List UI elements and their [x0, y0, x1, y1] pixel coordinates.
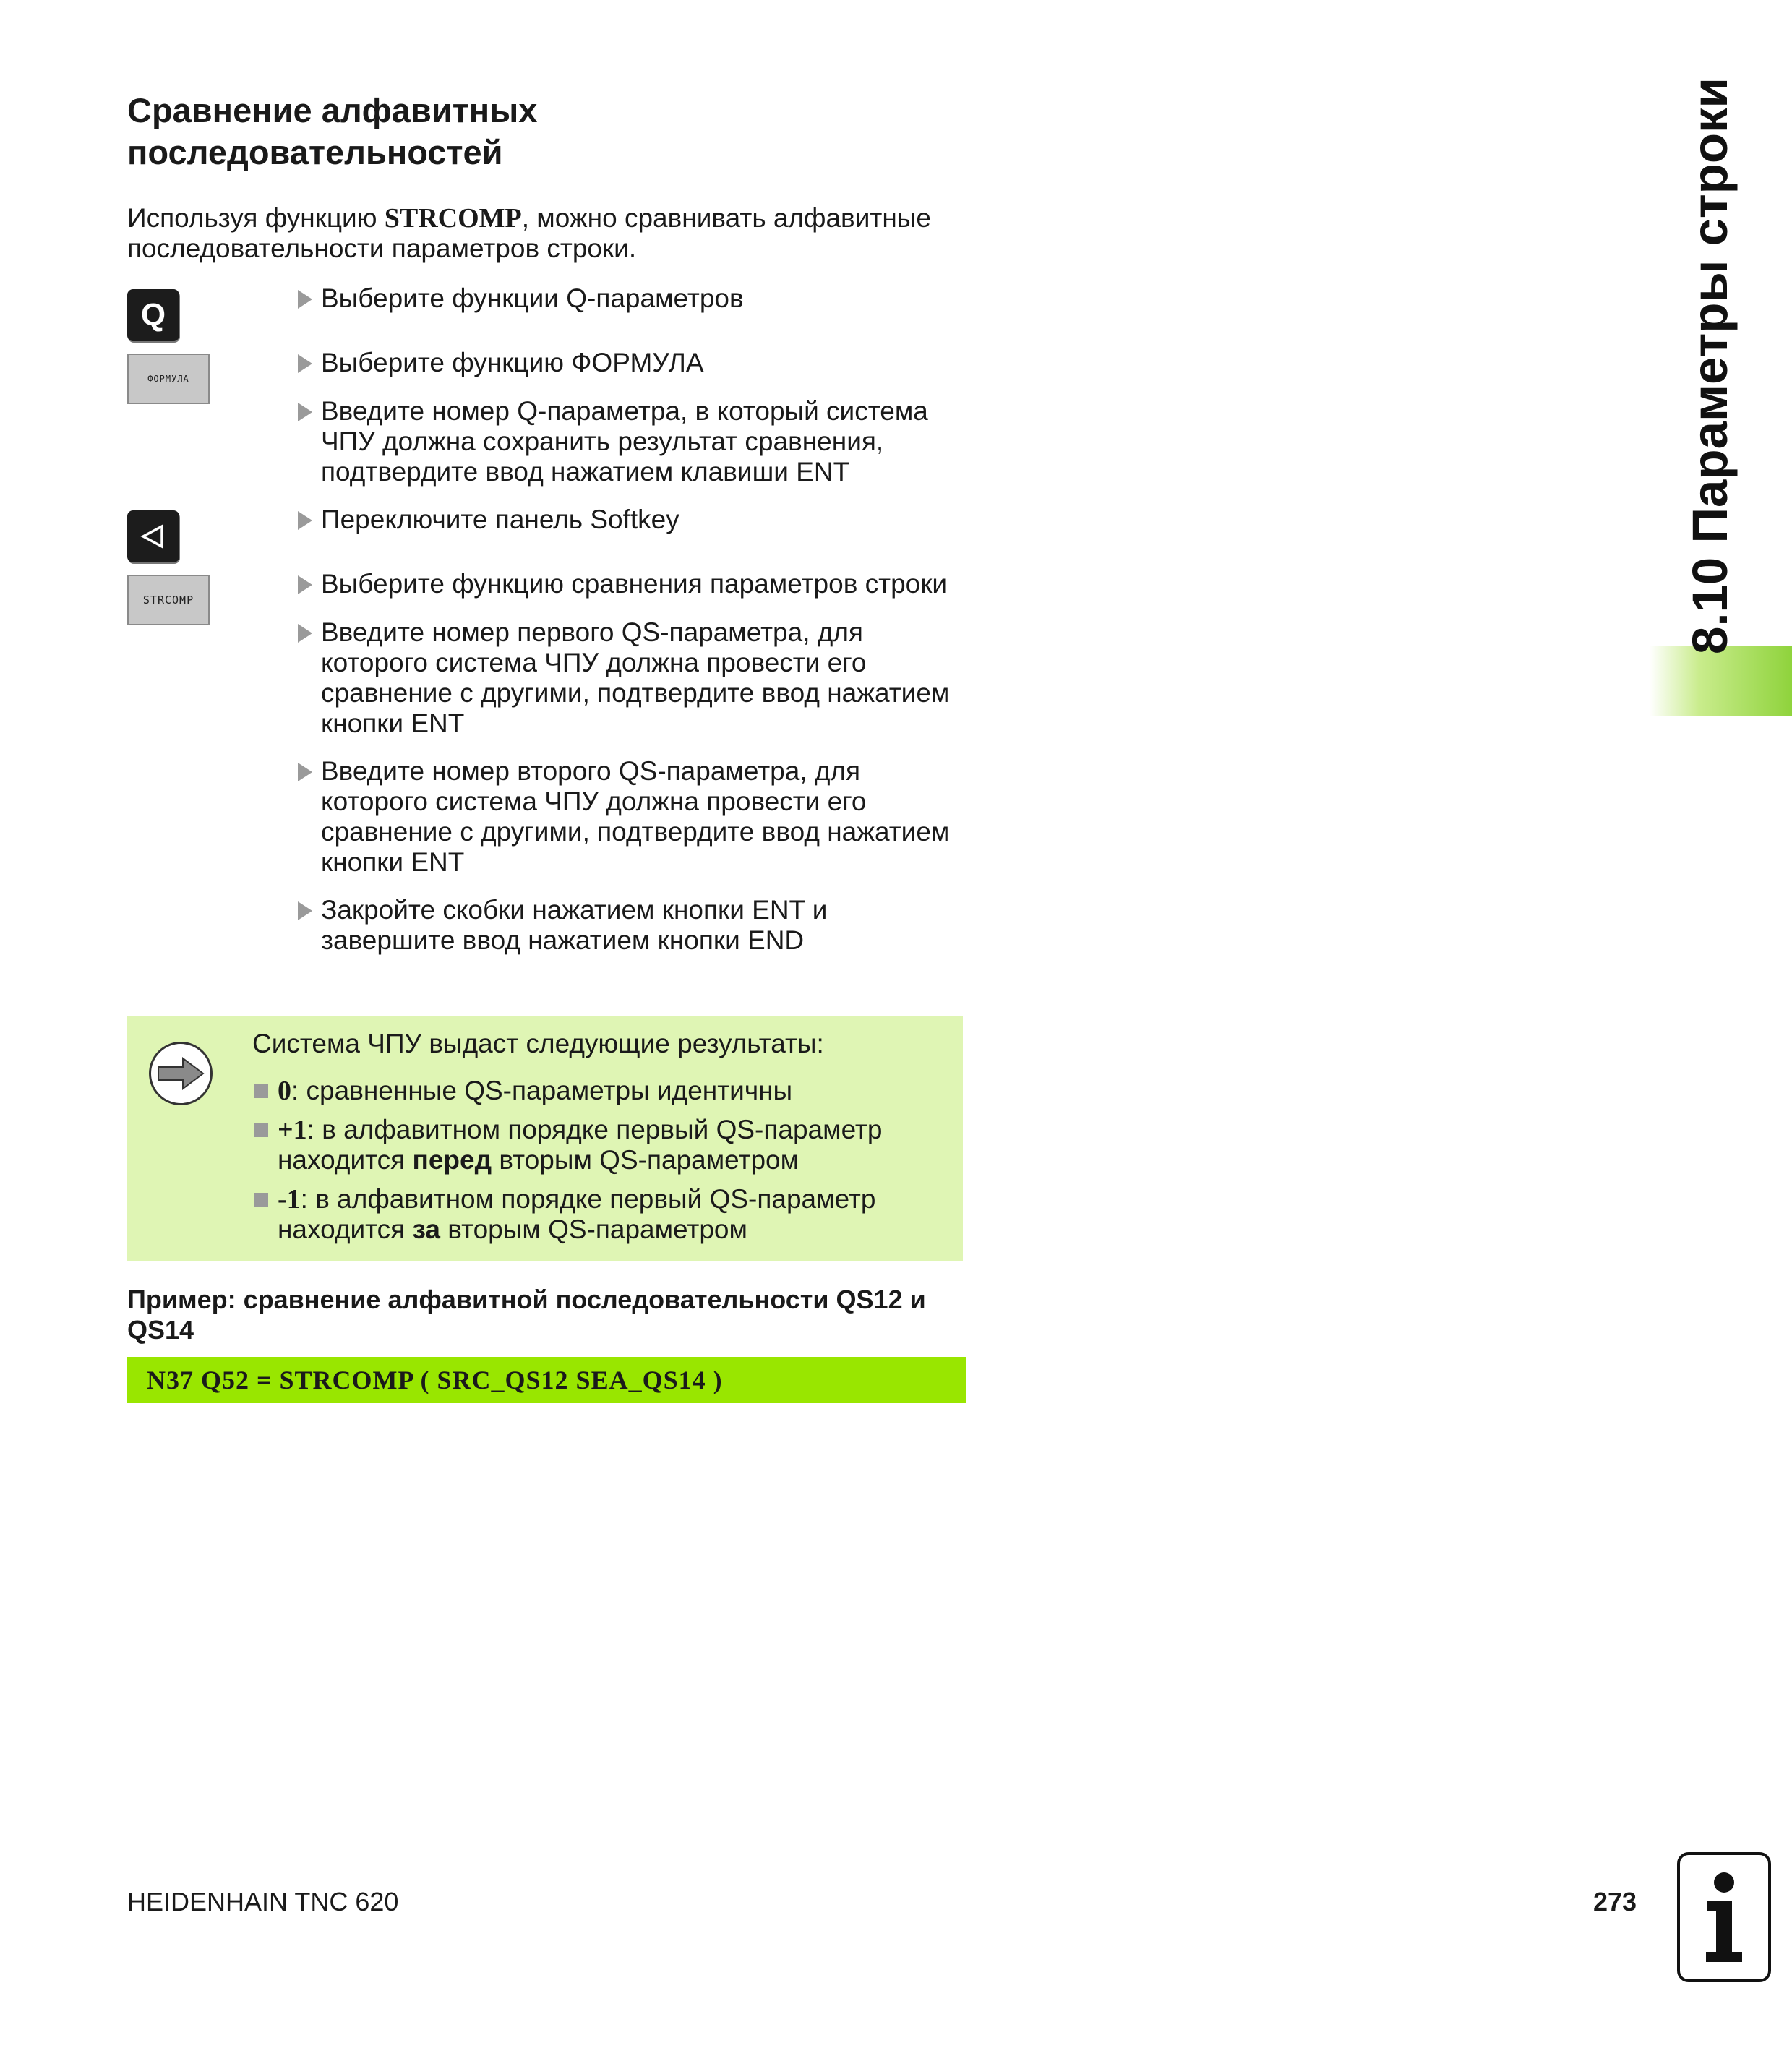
intro-line-2: последовательности параметров строки.	[127, 233, 637, 263]
result-code: 0	[278, 1076, 291, 1106]
step-text: Введите номер Q-параметра, в который система ЧПУ должна сохранить результат сравнения, подтвердите ввод нажатием клавиши ENT	[321, 396, 928, 487]
step-text: Введите номер первого QS-параметра, для которого система ЧПУ должна провести его сравнение с другими, подтвердите ввод нажатием кнопки ENT	[321, 617, 950, 738]
step-arrow-icon	[298, 511, 312, 530]
intro-after: , можно сравнивать алфавитные	[521, 203, 931, 233]
result-item-minus1	[254, 1184, 963, 1245]
step-text: Переключите панель Softkey	[321, 505, 679, 534]
step-arrow-icon	[298, 354, 312, 373]
step-4	[298, 505, 977, 535]
formula-softkey-label: ФОРМУЛА	[147, 374, 189, 384]
result-item-plus1	[254, 1115, 963, 1175]
info-icon	[1677, 1852, 1771, 1982]
result-text-2: находится	[278, 1145, 413, 1175]
step-2	[298, 348, 977, 378]
step-arrow-icon	[298, 901, 312, 920]
heading-line-1: Сравнение алфавитных	[127, 91, 538, 129]
step-arrow-icon	[298, 403, 312, 421]
softkey-switch-key[interactable]	[127, 510, 179, 562]
result-code: -1	[278, 1184, 301, 1214]
intro-function-name: STRCOMP	[384, 203, 522, 233]
result-emphasis: перед	[412, 1145, 492, 1175]
example-title-line-2: QS14	[127, 1315, 194, 1345]
result-text: : в алфавитном порядке первый QS-параметр	[306, 1115, 883, 1144]
step-5	[298, 569, 977, 599]
step-text: Закройте скобки нажатием кнопки ENT и завершите ввод нажатием кнопки END	[321, 895, 828, 955]
bullet-square-icon	[254, 1193, 268, 1207]
intro-before: Используя функцию	[127, 203, 385, 233]
result-text: : сравненные QS-параметры идентичны	[291, 1076, 793, 1105]
page-number: 273	[1593, 1887, 1637, 1916]
strcomp-softkey[interactable]	[127, 575, 210, 625]
step-arrow-icon	[298, 290, 312, 309]
triangle-left-icon	[139, 522, 168, 551]
chapter-title: 8.10 Параметры строки	[1682, 77, 1738, 654]
heading-line-2: последовательностей	[127, 133, 503, 171]
arrow-right-icon	[149, 1042, 213, 1105]
nc-code-line: N37 Q52 = STRCOMP ( SRC_QS12 SEA_QS14 )	[147, 1366, 723, 1394]
chapter-tab	[1650, 646, 1792, 716]
intro-paragraph	[127, 203, 995, 264]
example-title-line-1: Пример: сравнение алфавитной последовательности QS12 и	[127, 1285, 926, 1314]
example-title	[127, 1285, 980, 1345]
section-heading	[127, 90, 995, 173]
q-key[interactable]	[127, 289, 179, 341]
bullet-square-icon	[254, 1084, 268, 1098]
note-intro: Система ЧПУ выдаст следующие результаты:	[252, 1029, 824, 1058]
step-text: Выберите функцию сравнения параметров строки	[321, 569, 948, 599]
bullet-square-icon	[254, 1123, 268, 1137]
result-code: +1	[278, 1115, 307, 1145]
step-8	[298, 895, 977, 956]
step-text: Выберите функции Q-параметров	[321, 283, 744, 313]
formula-softkey[interactable]	[127, 354, 210, 404]
step-3	[298, 396, 977, 487]
result-text-3: вторым QS-параметром	[492, 1145, 799, 1175]
result-text-2: находится	[278, 1214, 413, 1244]
step-arrow-icon	[298, 624, 312, 643]
step-text: Выберите функцию ФОРМУЛА	[321, 348, 704, 377]
result-text-3: вторым QS-параметром	[440, 1214, 747, 1244]
q-key-label: Q	[140, 297, 166, 333]
step-7	[298, 756, 977, 878]
step-1	[298, 283, 977, 314]
result-emphasis: за	[412, 1214, 440, 1244]
step-arrow-icon	[298, 763, 312, 781]
result-item-0	[254, 1076, 963, 1106]
step-text: Введите номер второго QS-параметра, для которого система ЧПУ должна провести его сравнение с другими, подтвердите ввод нажатием кнопки ENT	[321, 756, 950, 877]
footer-product: HEIDENHAIN TNC 620	[127, 1887, 399, 1916]
result-text: : в алфавитном порядке первый QS-параметр	[300, 1184, 876, 1214]
step-arrow-icon	[298, 575, 312, 594]
step-6	[298, 617, 977, 739]
strcomp-softkey-label: STRCOMP	[142, 594, 194, 607]
